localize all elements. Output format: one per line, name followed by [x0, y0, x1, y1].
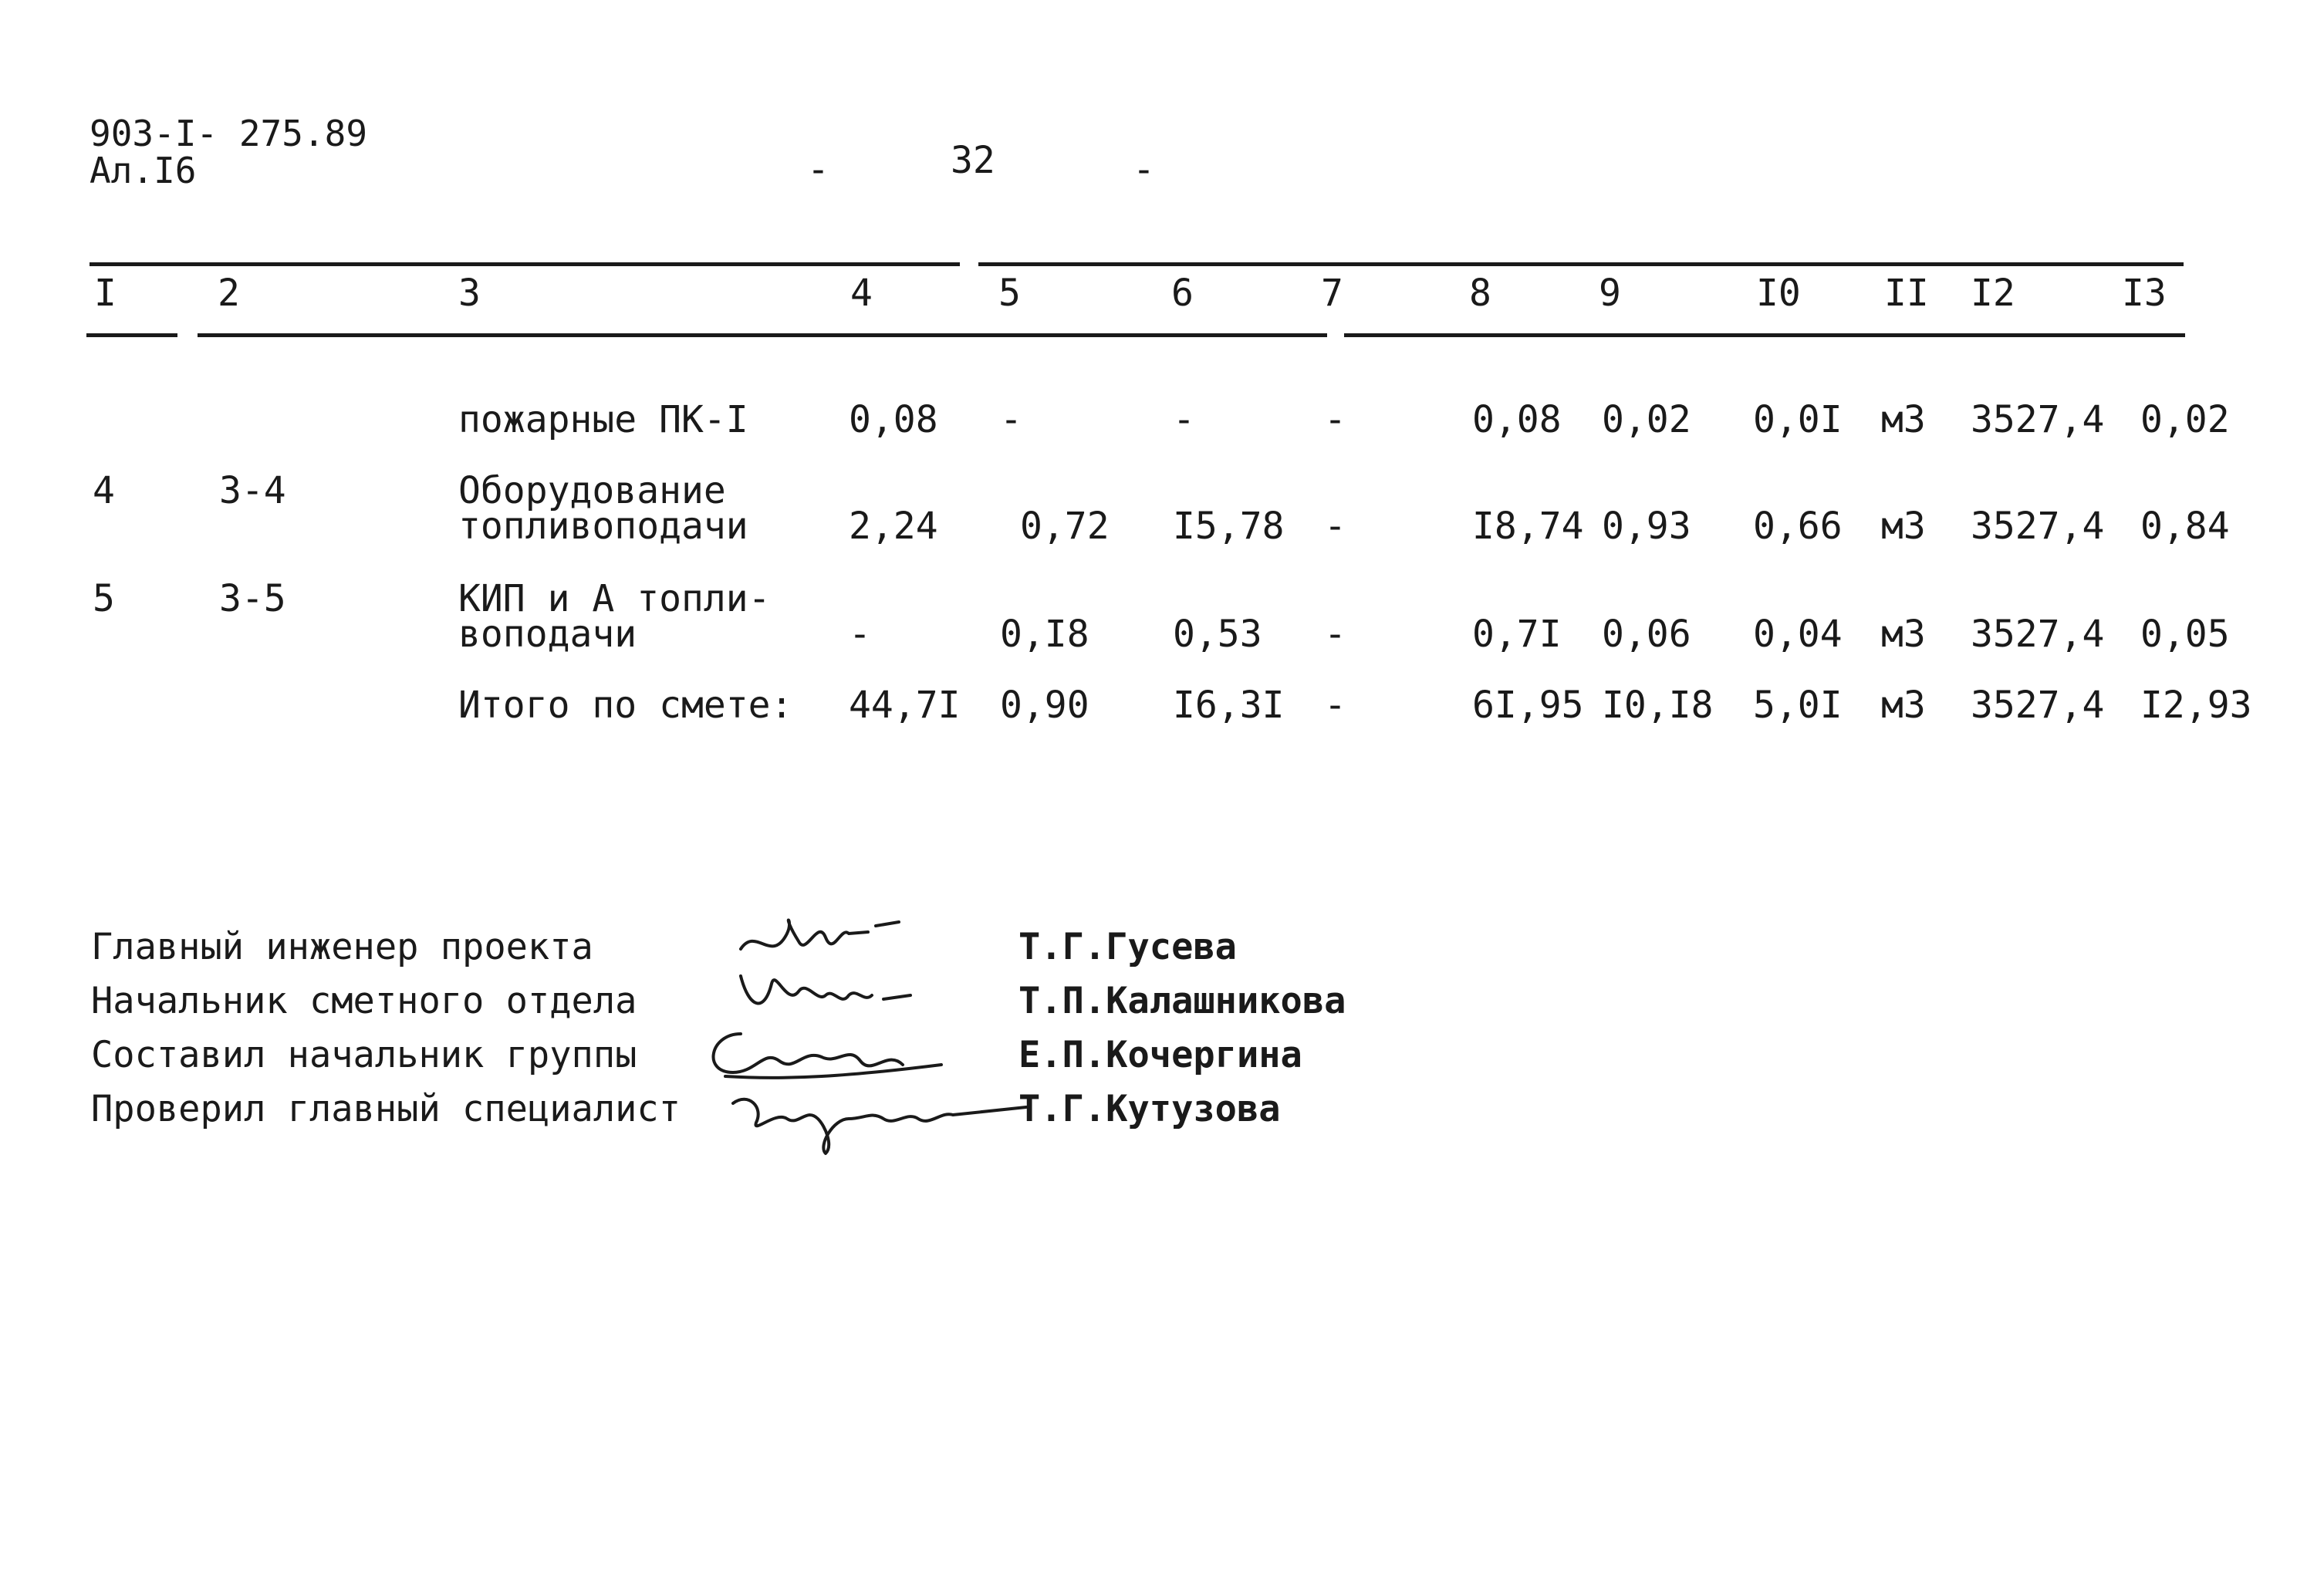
cell-col-13: 0,02 [2140, 398, 2230, 441]
cell-col-9: I0,I8 [1602, 684, 1714, 727]
cell-col-9: 0,06 [1602, 613, 1691, 656]
cell-col-4: 0,08 [849, 398, 938, 441]
signature-role: Главный инженер проекта [91, 926, 593, 968]
cell-col-7: - [1324, 505, 1346, 548]
column-number: 8 [1469, 272, 1491, 315]
row-number: 5 [93, 577, 115, 620]
cell-col-12: 3527,4 [1971, 613, 2105, 656]
cell-col-6: I5,78 [1173, 505, 1285, 548]
column-number: 4 [850, 272, 873, 315]
cell-col-4: 2,24 [849, 505, 938, 548]
sheet-number: Ал.I6 [90, 150, 197, 191]
cell-col-7: - [1324, 684, 1346, 727]
row-number: 4 [93, 469, 115, 512]
signatory-name: Т.Г.Гусева [1018, 926, 1237, 968]
cell-col-8: I8,74 [1472, 505, 1584, 548]
page-number: 32 [951, 139, 995, 182]
cell-col-11: м3 [1881, 613, 1926, 656]
cell-col-7: - [1324, 398, 1346, 441]
column-number: 5 [998, 272, 1021, 315]
document-code: 903-I- 275.89 [90, 113, 368, 154]
cell-col-5: 0,72 [1020, 505, 1110, 548]
column-number: 9 [1599, 272, 1621, 315]
row-name: пожарные ПК-I [458, 398, 748, 441]
header-bottom-rule-2 [198, 333, 1327, 337]
column-number: 2 [218, 272, 240, 315]
signature-role: Начальник сметного отдела [91, 980, 637, 1022]
cell-col-7: - [1324, 613, 1346, 656]
row-name-line-1: Оборудование [458, 469, 726, 512]
cell-col-10: 0,0I [1753, 398, 1843, 441]
column-number: I2 [1971, 272, 2015, 315]
cell-col-4: 44,7I [849, 684, 961, 727]
column-number: 7 [1321, 272, 1343, 315]
cell-col-11: м3 [1881, 398, 1926, 441]
cell-col-9: 0,93 [1602, 505, 1691, 548]
cell-col-8: 6I,95 [1472, 684, 1584, 727]
cell-col-9: 0,02 [1602, 398, 1691, 441]
cell-col-5: 0,I8 [1000, 613, 1089, 656]
cell-col-10: 0,04 [1753, 613, 1843, 656]
handwritten-signature-4 [718, 1076, 1026, 1161]
table-top-rule-left [90, 262, 960, 266]
cell-col-12: 3527,4 [1971, 398, 2105, 441]
column-number: II [1884, 272, 1929, 315]
header-bottom-rule-3 [1344, 333, 2185, 337]
cell-col-12: 3527,4 [1971, 505, 2105, 548]
column-number: I [94, 272, 117, 315]
cell-col-11: м3 [1881, 684, 1926, 727]
cell-col-6: I6,3I [1173, 684, 1285, 727]
signatory-name: Т.Г.Кутузова [1018, 1088, 1281, 1130]
cell-col-4: - [849, 613, 871, 656]
cell-col-5: 0,90 [1000, 684, 1089, 727]
cell-col-11: м3 [1881, 505, 1926, 548]
signature-role: Проверил главный специалист [91, 1088, 681, 1130]
column-number: 3 [458, 272, 481, 315]
column-number: I0 [1756, 272, 1801, 315]
signatory-name: Т.П.Калашникова [1018, 980, 1346, 1022]
header-bottom-rule-1 [86, 333, 177, 337]
cell-col-10: 5,0I [1753, 684, 1843, 727]
row-code: 3-4 [219, 469, 286, 512]
total-label: Итого по смете: [458, 684, 793, 727]
row-code: 3-5 [219, 577, 286, 620]
cell-col-6: 0,53 [1173, 613, 1262, 656]
column-number: I3 [2122, 272, 2167, 315]
cell-col-6: - [1173, 398, 1195, 441]
cell-col-5: - [1000, 398, 1022, 441]
cell-col-12: 3527,4 [1971, 684, 2105, 727]
cell-col-13: 0,05 [2140, 613, 2230, 656]
cell-col-13: I2,93 [2140, 684, 2252, 727]
signature-role: Составил начальник группы [91, 1034, 637, 1076]
column-number: 6 [1171, 272, 1194, 315]
row-name-line-2: воподачи [458, 613, 637, 656]
signatory-name: Е.П.Кочергина [1018, 1034, 1302, 1076]
table-top-rule-right [978, 262, 2184, 266]
row-name-line-2: топливоподачи [458, 505, 748, 548]
cell-col-8: 0,08 [1472, 398, 1562, 441]
cell-col-13: 0,84 [2140, 505, 2230, 548]
page-dash-left: - [807, 148, 829, 191]
row-name-line-1: КИП и А топли- [458, 577, 771, 620]
page-dash-right: - [1133, 148, 1155, 191]
cell-col-10: 0,66 [1753, 505, 1843, 548]
cell-col-8: 0,7I [1472, 613, 1562, 656]
